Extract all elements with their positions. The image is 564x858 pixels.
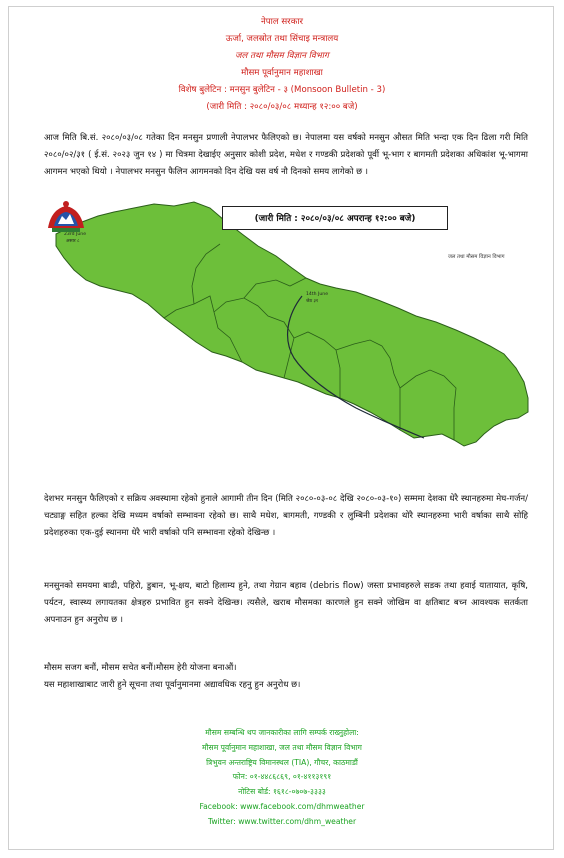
dept-caption: जल तथा मौसम विज्ञान विभाग bbox=[448, 254, 505, 260]
forecast-paragraph: देशभर मनसुन फैलिएको र सक्रिय अवस्थामा रहेको हुनाले आगामी तीन दिन (मिति २०८०-०३-०८ देखि २०८०-०३-१०) सम्ममा देशका धेरै स्थानहरुमा मेघ-गर्जन/चट्याङ्ग सहित हल्का देखि मध्यम वर्षाको सम्भावना रहेको छ। साथै मधेश, बागमती, गण्डकी र लुम्बिनी प्रदेशका थोरै स्थानहरुमा भारी वर्षाका साथै सोहि प्रदेशहरुका एक-दुई स्थानमा धेरै भारी वर्षाको पनि सम्भावना रहेको देखिन्छ । bbox=[44, 494, 528, 539]
header-government: नेपाल सरकार bbox=[260, 17, 304, 27]
footer-phone: फोन: ०१-४४८६८६९, ०१-४११३१९१ bbox=[232, 772, 332, 782]
header-division: मौसम पूर्वानुमान महाशाखा bbox=[241, 68, 323, 78]
monsoon-onset-map bbox=[44, 198, 544, 468]
bulletin-header bbox=[0, 14, 564, 116]
footer-address: त्रिभुवन अन्तराष्ट्रिय विमानस्थल (TIA), गौचर, काठमाडौं bbox=[206, 757, 358, 767]
closing-slogan: मौसम सजग बनौं, मौसम सचेत बनौं।मौसम हेरी योजना बनाऔं। bbox=[44, 663, 237, 673]
footer-twitter-link[interactable]: Twitter: www.twitter.com/dhm_weather bbox=[207, 816, 357, 826]
header-department: जल तथा मौसम विज्ञान विभाग bbox=[235, 51, 329, 61]
label-june23-en: 23rd June bbox=[64, 232, 87, 237]
closing-request: यस महाशाखाबाट जारी हुने सूचना तथा पूर्वानुमानमा अद्यावधिक रहनु हुन अनुरोध छ। bbox=[44, 680, 301, 691]
risk-paragraph: मनसुनको समयमा बाढी, पहिरो, डुबान, भू-क्षय, बाटो हिलाम्य हुने, तथा गेग्रान बहाव (debris flow) जस्ता प्रभावहरुले सडक तथा हवाई यातायात, कृषि, पर्यटन, स्वास्थ्य लगायतका क्षेत्रहरु प्रभावित हुन सक्ने देखिन्छ। त्यसैले, खराब मौसमका कारणले हुन सक्ने जोखिम वा क्षतिबाट बच्न आवश्यक सतर्कता अपनाउन हुन अनुरोध छ । bbox=[44, 581, 528, 626]
closing-paragraph bbox=[44, 660, 528, 694]
nepal-map bbox=[44, 198, 544, 468]
bulletin-title: विशेष बुलेटिन : मनसुन बुलेटिन - ३ (Monsoon Bulletin - 3) bbox=[178, 85, 386, 95]
map-issue-date-box: (जारी मिति : २०८०/०३/०८ अपरान्ह १२:०० बजे) bbox=[222, 206, 448, 230]
bulletin-issue-date: (जारी मिति : २०८०/०३/०८ मध्यान्ह १२:०० बजे) bbox=[206, 102, 358, 112]
label-june14-en: 14th June bbox=[306, 292, 329, 297]
intro-paragraph: आज मिति बि.सं. २०८०/०३/०८ गतेका दिन मनसुन प्रणाली नेपालभर फैलिएको छ। नेपालमा यस वर्षको मनसुन औसत मिति भन्दा एक दिन ढिला गरी मिति २०८०/०२/३१ ( ई.सं. २०२३ जुन १४ ) मा चित्रमा देखाईए अनुसार कोशी प्रदेश, मधेश र गण्डकी प्रदेशको पूर्वी भू-भाग र बागमती प्रदेशका अधिकांश भू-भागमा आगमन भएको थियो । नेपालभर मनसुन फैलिन आगमनको दिन देखि यस वर्ष नौ दिनको समय लागेको छ । bbox=[44, 133, 528, 178]
header-ministry: ऊर्जा, जलस्रोत तथा सिंचाइ मन्त्रालय bbox=[225, 34, 339, 44]
footer-notice-board: नोटिस बोर्ड: १६१८-०७०७-३३३३ bbox=[238, 787, 326, 797]
label-june14-np: जेठ ३१ bbox=[306, 299, 319, 304]
footer-contact-heading: मौसम सम्बन्धि थप जानकारीका लागि सम्पर्क राख्नुहोला: bbox=[205, 728, 359, 737]
contact-footer bbox=[0, 726, 564, 830]
footer-division: मौसम पूर्वानुमान महाशाखा, जल तथा मौसम विज्ञान विभाग bbox=[202, 742, 362, 752]
government-emblem-icon bbox=[44, 198, 88, 234]
footer-facebook-link[interactable]: Facebook: www.facebook.com/dhmweather bbox=[199, 801, 365, 811]
nepal-outline bbox=[56, 202, 528, 446]
label-june23-np: असार ८ bbox=[66, 239, 80, 244]
